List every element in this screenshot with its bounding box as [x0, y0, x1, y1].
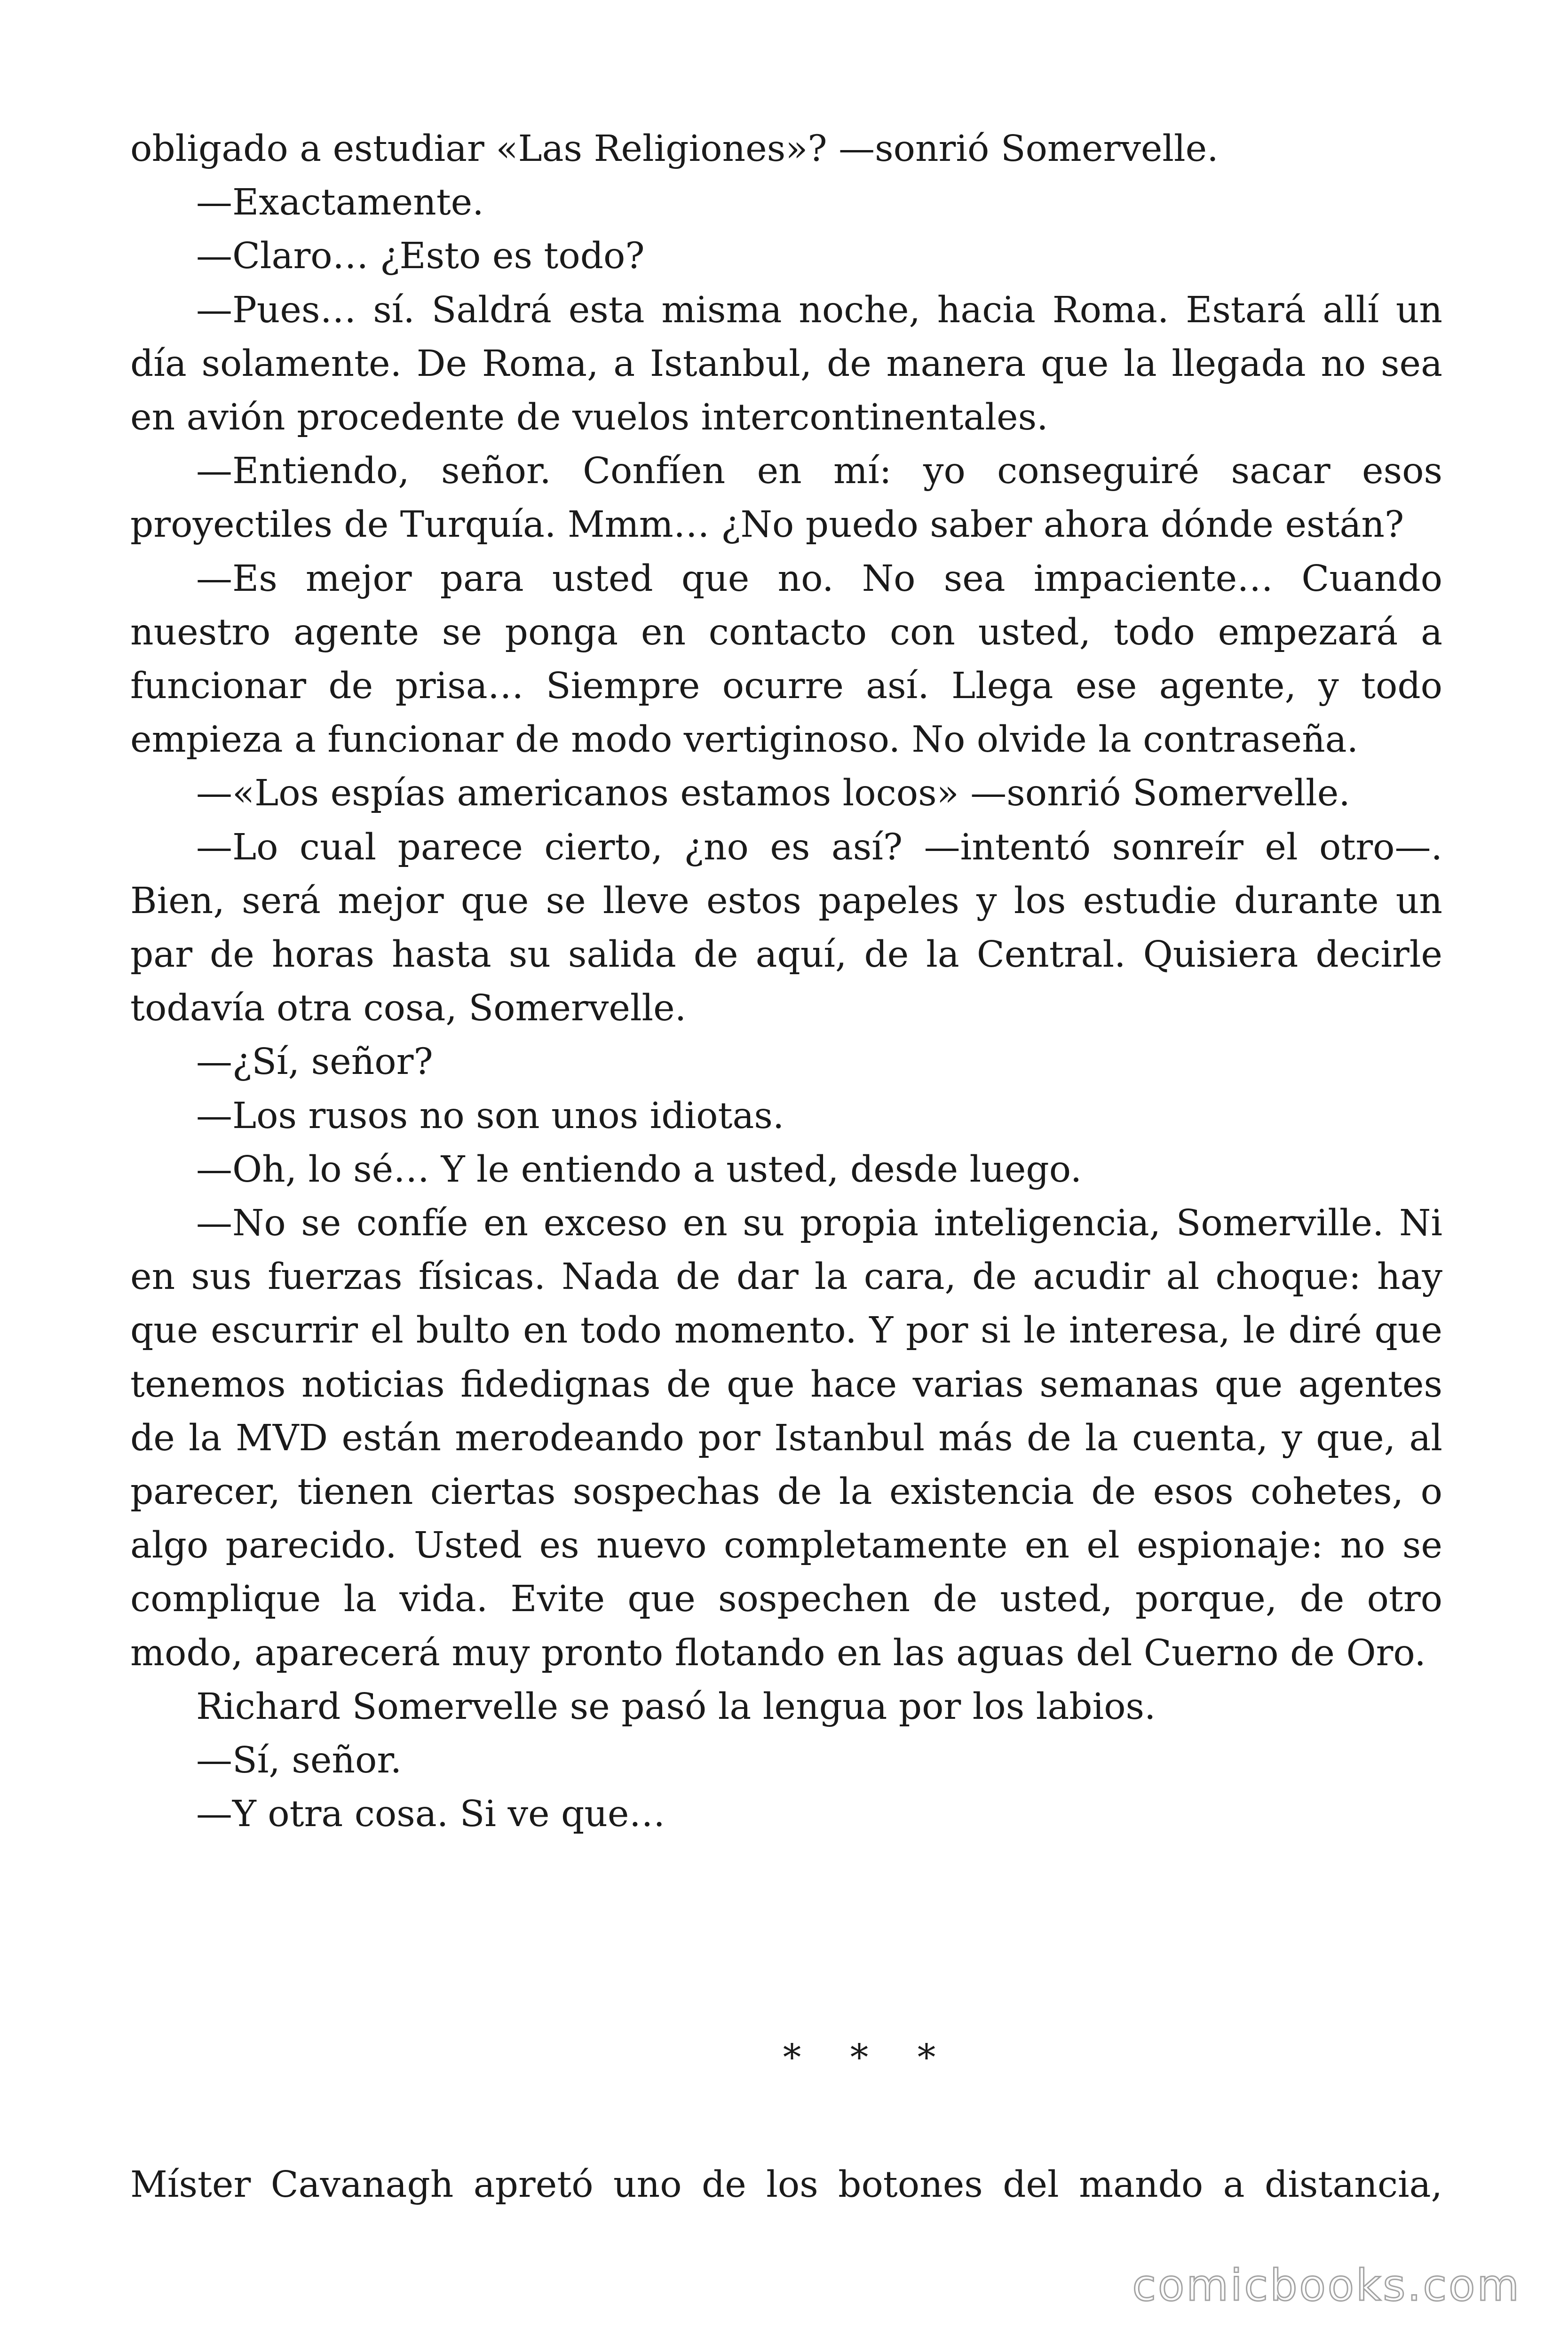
paragraph-15: —Y otra cosa. Si ve que… — [196, 1793, 665, 1836]
watermark-logo: comicbooks.com — [1132, 2260, 1521, 2311]
paragraph-2: —Exactamente. — [196, 182, 484, 224]
paragraph-3: —Claro… ¿Esto es todo? — [196, 235, 645, 278]
paragraph-12: —No se confíe en exceso en su propia inteligencia, Somerville. Ni en sus fuerzas físicas. Nada de dar la cara, de acudir al choque: hay que escurrir el bulto en todo momento. Y por si le interesa, le diré que tenemos noticias fidedignas de que hace varias semanas que agentes de la MVD están merodeando por Istanbul más de la cuenta, y que, al parecer, tienen ciertas sospechas de la existencia de esos cohetes, o algo parecido. Usted es nuevo completamente en el espionaje: no se complique la vida. Evite que sospechen de usted, porque, de otro modo, aparecerá muy pronto flotando en las aguas del Cuerno de Oro. — [130, 1202, 1442, 1674]
paragraph-11: —Oh, lo sé… Y le entiendo a usted, desde luego. — [196, 1148, 1082, 1191]
paragraph-5: —Entiendo, señor. Confíen en mí: yo conseguiré sacar esos proyectiles de Turquía. Mmm… ¿No puedo saber ahora dónde están? — [130, 450, 1442, 546]
body-text — [130, 122, 1442, 1842]
paragraph-13: Richard Somervelle se pasó la lengua por los labios. — [196, 1685, 1156, 1728]
paragraph-14: —Sí, señor. — [196, 1740, 402, 1782]
section-separator: * * * — [783, 2037, 955, 2079]
paragraph-10: —Los rusos no son unos idiotas. — [196, 1095, 784, 1137]
paragraph-8: —Lo cual parece cierto, ¿no es así? —intentó sonreír el otro—. Bien, será mejor que se lleve estos papeles y los estudie durante un par de horas hasta su salida de aquí, de la Central. Quisiera decirle todavía otra cosa, Somervelle. — [130, 826, 1442, 1030]
closing-line: Míster Cavanagh apretó uno de los botones del mando a distancia, — [130, 2164, 1442, 2206]
paragraph-6: —Es mejor para usted que no. No sea impaciente… Cuando nuestro agente se ponga en contacto con usted, todo empezará a funcionar de prisa… Siempre ocurre así. Llega ese agente, y todo empieza a funcionar de modo vertiginoso. No olvide la contraseña. — [130, 557, 1442, 761]
paragraph-1: obligado a estudiar «Las Religiones»? —sonrió Somervelle. — [130, 128, 1219, 170]
paragraph-4: —Pues… sí. Saldrá esta misma noche, hacia Roma. Estará allí un día solamente. De Roma, a Istanbul, de manera que la llegada no sea en avión procedente de vuelos intercontinentales. — [130, 289, 1442, 439]
paragraph-7: —«Los espías americanos estamos locos» —sonrió Somervelle. — [196, 772, 1350, 815]
paragraph-9: —¿Sí, señor? — [196, 1041, 433, 1083]
